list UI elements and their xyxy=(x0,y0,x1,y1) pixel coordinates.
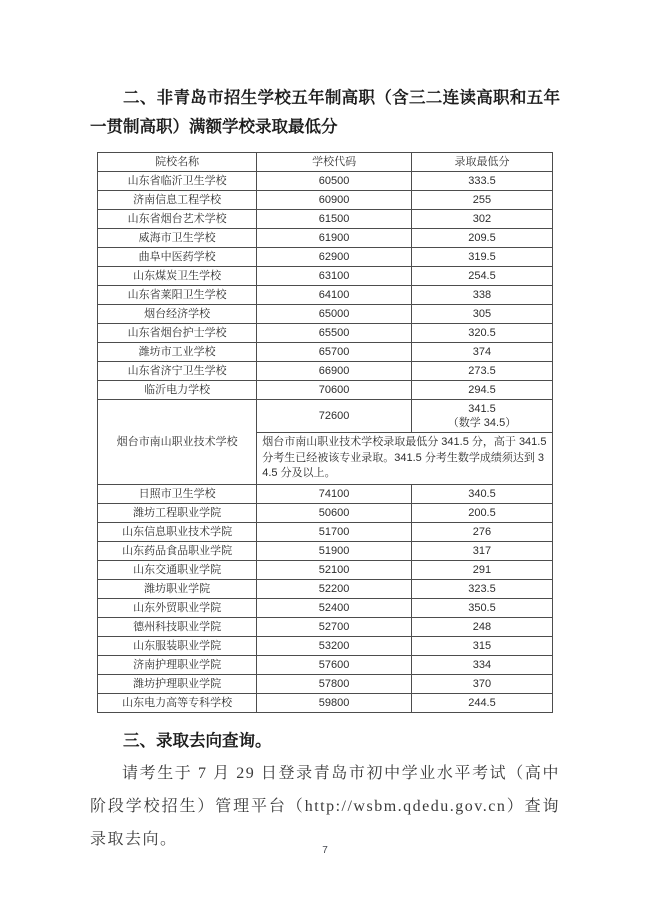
table-row xyxy=(98,598,553,617)
school-code-cell: 64100 xyxy=(257,286,412,305)
table-row xyxy=(98,617,553,636)
table-row xyxy=(98,248,553,267)
school-name-cell: 山东电力高等专科学校 xyxy=(98,693,257,712)
min-score-cell: 248 xyxy=(411,617,552,636)
school-code-cell: 51900 xyxy=(257,541,412,560)
page-content xyxy=(90,84,560,856)
school-name-cell: 济南信息工程学校 xyxy=(98,191,257,210)
school-code-cell: 65000 xyxy=(257,305,412,324)
table-row xyxy=(98,210,553,229)
school-code-cell: 61500 xyxy=(257,210,412,229)
school-name-cell: 山东服装职业学院 xyxy=(98,636,257,655)
table-row-merged-top xyxy=(98,400,553,433)
school-name-cell: 曲阜中医药学校 xyxy=(98,248,257,267)
school-name-cell: 山东省莱阳卫生学校 xyxy=(98,286,257,305)
table-rows-after xyxy=(98,484,553,712)
school-code-cell: 52400 xyxy=(257,598,412,617)
table-row xyxy=(98,305,553,324)
table-row xyxy=(98,229,553,248)
min-score-cell: 244.5 xyxy=(411,693,552,712)
school-code-cell: 59800 xyxy=(257,693,412,712)
table-row xyxy=(98,522,553,541)
min-score-cell: 340.5 xyxy=(411,484,552,503)
min-score-cell: 315 xyxy=(411,636,552,655)
school-code-cell: 61900 xyxy=(257,229,412,248)
school-name-cell: 山东省临沂卫生学校 xyxy=(98,172,257,191)
page-number: 7 xyxy=(322,845,328,856)
school-name-cell: 德州科技职业学院 xyxy=(98,617,257,636)
table-row xyxy=(98,191,553,210)
min-score-cell: 294.5 xyxy=(411,381,552,400)
table-row xyxy=(98,655,553,674)
table-row xyxy=(98,343,553,362)
school-name-cell: 潍坊护理职业学院 xyxy=(98,674,257,693)
school-code-cell: 53200 xyxy=(257,636,412,655)
min-score-cell: 317 xyxy=(411,541,552,560)
school-code-cell: 60500 xyxy=(257,172,412,191)
min-score-cell: 209.5 xyxy=(411,229,552,248)
school-code-cell: 50600 xyxy=(257,503,412,522)
school-code-cell: 57800 xyxy=(257,674,412,693)
school-name-cell: 山东外贸职业学院 xyxy=(98,598,257,617)
school-code-cell: 57600 xyxy=(257,655,412,674)
table-row xyxy=(98,286,553,305)
school-name-cell: 威海市卫生学校 xyxy=(98,229,257,248)
min-score-cell: 334 xyxy=(411,655,552,674)
school-code-cell: 65500 xyxy=(257,324,412,343)
table-row xyxy=(98,636,553,655)
school-code-cell: 62900 xyxy=(257,248,412,267)
min-score-cell: 291 xyxy=(411,560,552,579)
min-score-math-requirement: （数学 34.5） xyxy=(447,417,517,429)
table-header-row xyxy=(98,153,553,172)
school-code-cell: 65700 xyxy=(257,343,412,362)
table-rows-before xyxy=(98,172,553,400)
school-code-cell: 74100 xyxy=(257,484,412,503)
school-name-cell: 烟台经济学校 xyxy=(98,305,257,324)
school-name-cell: 山东煤炭卫生学校 xyxy=(98,267,257,286)
school-name-cell: 山东省济宁卫生学校 xyxy=(98,362,257,381)
min-score-cell: 374 xyxy=(411,343,552,362)
school-name-cell: 济南护理职业学院 xyxy=(98,655,257,674)
school-name-cell: 烟台市南山职业技术学校 xyxy=(98,400,257,485)
school-code-cell: 72600 xyxy=(257,400,412,433)
table-row xyxy=(98,503,553,522)
admission-score-table xyxy=(97,152,553,713)
school-code-cell: 63100 xyxy=(257,267,412,286)
min-score-value: 341.5 xyxy=(468,403,496,415)
section-2-heading: 二、非青岛市招生学校五年制高职（含三二连读高职和五年一贯制高职）满额学校录取最低分 xyxy=(90,89,560,136)
table-row xyxy=(98,484,553,503)
school-name-cell: 潍坊职业学院 xyxy=(98,579,257,598)
school-code-cell: 52200 xyxy=(257,579,412,598)
school-code-cell: 70600 xyxy=(257,381,412,400)
table-row xyxy=(98,381,553,400)
min-score-cell: 319.5 xyxy=(411,248,552,267)
table-row xyxy=(98,362,553,381)
min-score-cell: 323.5 xyxy=(411,579,552,598)
min-score-cell: 305 xyxy=(411,305,552,324)
min-score-cell: 273.5 xyxy=(411,362,552,381)
school-code-cell: 66900 xyxy=(257,362,412,381)
min-score-cell: 276 xyxy=(411,522,552,541)
table-row xyxy=(98,674,553,693)
table-merged-section xyxy=(98,400,553,485)
table-row xyxy=(98,541,553,560)
school-name-cell: 山东信息职业技术学院 xyxy=(98,522,257,541)
school-name-cell: 山东省烟台护士学校 xyxy=(98,324,257,343)
school-name-cell: 山东省烟台艺术学校 xyxy=(98,210,257,229)
min-score-cell: 200.5 xyxy=(411,503,552,522)
school-code-cell: 52100 xyxy=(257,560,412,579)
instruction-paragraph: 请考生于 7 月 29 日登录青岛市初中学业水平考试（高中阶段学校招生）管理平台（http://wsbm.qdedu.gov.cn）查询录取去向。 xyxy=(90,764,560,848)
min-score-cell: 254.5 xyxy=(411,267,552,286)
table-row xyxy=(98,693,553,712)
school-code-cell: 51700 xyxy=(257,522,412,541)
min-score-cell: 370 xyxy=(411,674,552,693)
min-score-cell: 333.5 xyxy=(411,172,552,191)
school-code-cell: 60900 xyxy=(257,191,412,210)
min-score-cell xyxy=(411,400,552,433)
min-score-cell: 320.5 xyxy=(411,324,552,343)
header-cell-min-score: 录取最低分 xyxy=(411,153,552,172)
table-row xyxy=(98,579,553,598)
school-name-cell: 山东交通职业学院 xyxy=(98,560,257,579)
school-name-cell: 潍坊工程职业学院 xyxy=(98,503,257,522)
admission-note-cell: 烟台市南山职业技术学校录取最低分 341.5 分，高于 341.5 分考生已经被该专业录取。341.5 分考生数学成绩须达到 34.5 分及以上。 xyxy=(257,433,553,485)
min-score-cell: 302 xyxy=(411,210,552,229)
min-score-cell: 255 xyxy=(411,191,552,210)
header-cell-school-name: 院校名称 xyxy=(98,153,257,172)
school-name-cell: 潍坊市工业学校 xyxy=(98,343,257,362)
table-row xyxy=(98,560,553,579)
section-3-heading: 三、录取去向查询。 xyxy=(123,731,272,750)
header-cell-school-code: 学校代码 xyxy=(257,153,412,172)
min-score-cell: 350.5 xyxy=(411,598,552,617)
school-name-cell: 日照市卫生学校 xyxy=(98,484,257,503)
school-name-cell: 山东药品食品职业学院 xyxy=(98,541,257,560)
school-name-cell: 临沂电力学校 xyxy=(98,381,257,400)
school-code-cell: 52700 xyxy=(257,617,412,636)
table-row xyxy=(98,172,553,191)
min-score-cell: 338 xyxy=(411,286,552,305)
table-row xyxy=(98,324,553,343)
table-row xyxy=(98,267,553,286)
